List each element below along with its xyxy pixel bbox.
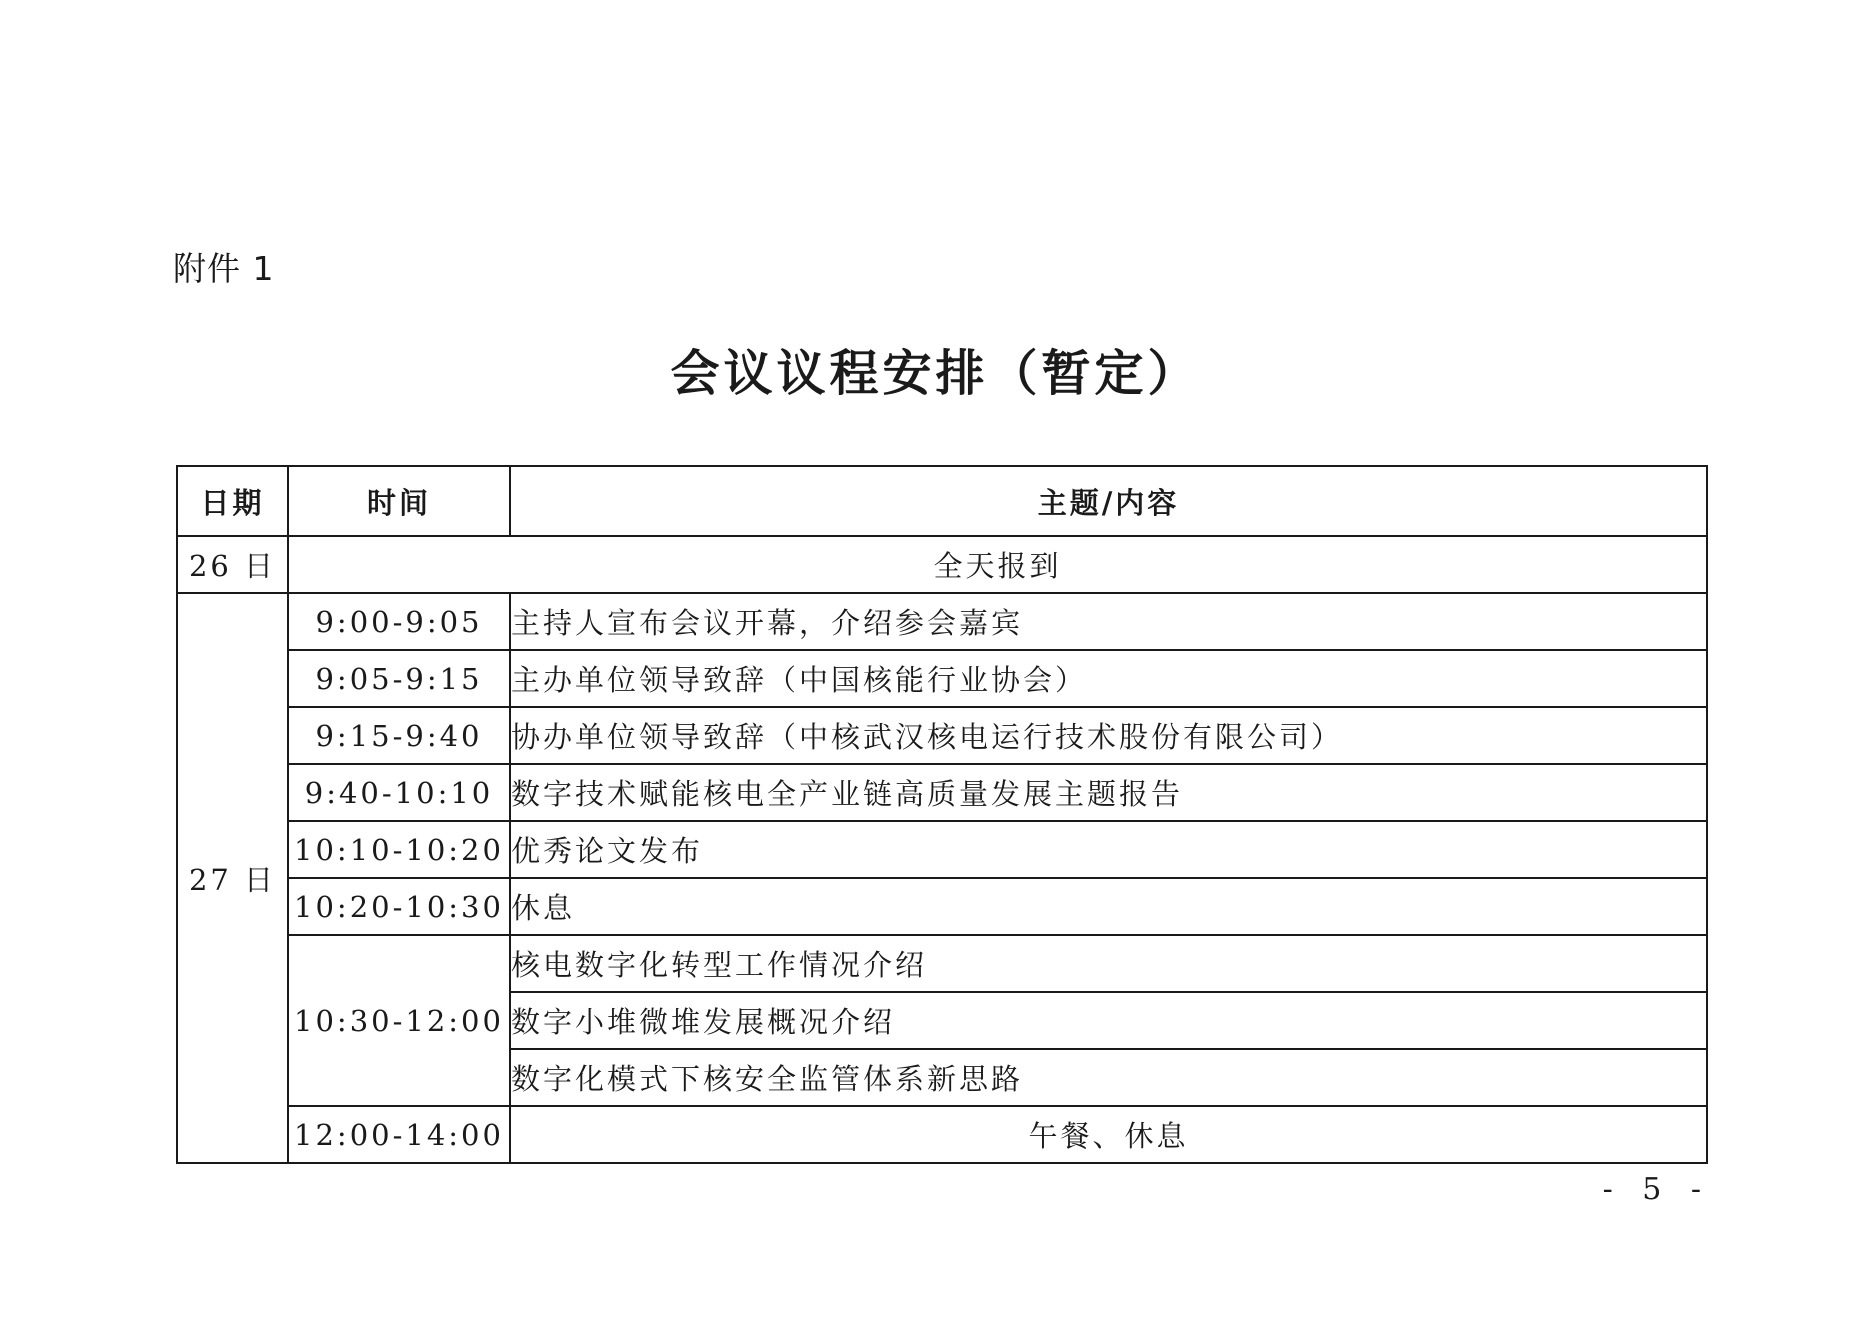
session-time-cell: 10:30-12:00 xyxy=(288,935,510,1106)
topic-cell: 主办单位领导致辞（中国核能行业协会） xyxy=(510,650,1707,707)
table-row xyxy=(177,935,1707,992)
header-date: 日期 xyxy=(177,466,288,536)
time-cell: 10:10-10:20 xyxy=(288,821,510,878)
topic-cell: 优秀论文发布 xyxy=(510,821,1707,878)
agenda-table xyxy=(176,465,1708,1164)
lunch-cell: 午餐、休息 xyxy=(510,1106,1707,1163)
attachment-label: 附件 1 xyxy=(173,249,275,288)
date-cell-26: 26 日 xyxy=(177,536,288,593)
table-header-row xyxy=(177,466,1707,536)
time-cell: 9:00-9:05 xyxy=(288,593,510,650)
table-row xyxy=(177,536,1707,593)
date-cell-27: 27 日 xyxy=(177,593,288,1163)
topic-cell: 主持人宣布会议开幕，介绍参会嘉宾 xyxy=(510,593,1707,650)
table-row xyxy=(177,764,1707,821)
table-row xyxy=(177,1106,1707,1163)
time-cell: 10:20-10:30 xyxy=(288,878,510,935)
topic-cell: 休息 xyxy=(510,878,1707,935)
page-title: 会议议程安排（暂定） xyxy=(670,344,1201,402)
time-cell: 9:05-9:15 xyxy=(288,650,510,707)
time-cell: 9:15-9:40 xyxy=(288,707,510,764)
header-topic: 主题/内容 xyxy=(510,466,1707,536)
table-row xyxy=(177,821,1707,878)
table-row xyxy=(177,878,1707,935)
table-row xyxy=(177,593,1707,650)
registration-cell: 全天报到 xyxy=(288,536,1707,593)
lunch-time-cell: 12:00-14:00 xyxy=(288,1106,510,1163)
topic-cell: 数字技术赋能核电全产业链高质量发展主题报告 xyxy=(510,764,1707,821)
header-time: 时间 xyxy=(288,466,510,536)
table-row xyxy=(177,707,1707,764)
page-number: - 5 - xyxy=(1602,1172,1711,1207)
topic-cell: 数字小堆微堆发展概况介绍 xyxy=(510,992,1707,1049)
table-row xyxy=(177,650,1707,707)
time-cell: 9:40-10:10 xyxy=(288,764,510,821)
topic-cell: 协办单位领导致辞（中核武汉核电运行技术股份有限公司） xyxy=(510,707,1707,764)
topic-cell: 核电数字化转型工作情况介绍 xyxy=(510,935,1707,992)
topic-cell: 数字化模式下核安全监管体系新思路 xyxy=(510,1049,1707,1106)
